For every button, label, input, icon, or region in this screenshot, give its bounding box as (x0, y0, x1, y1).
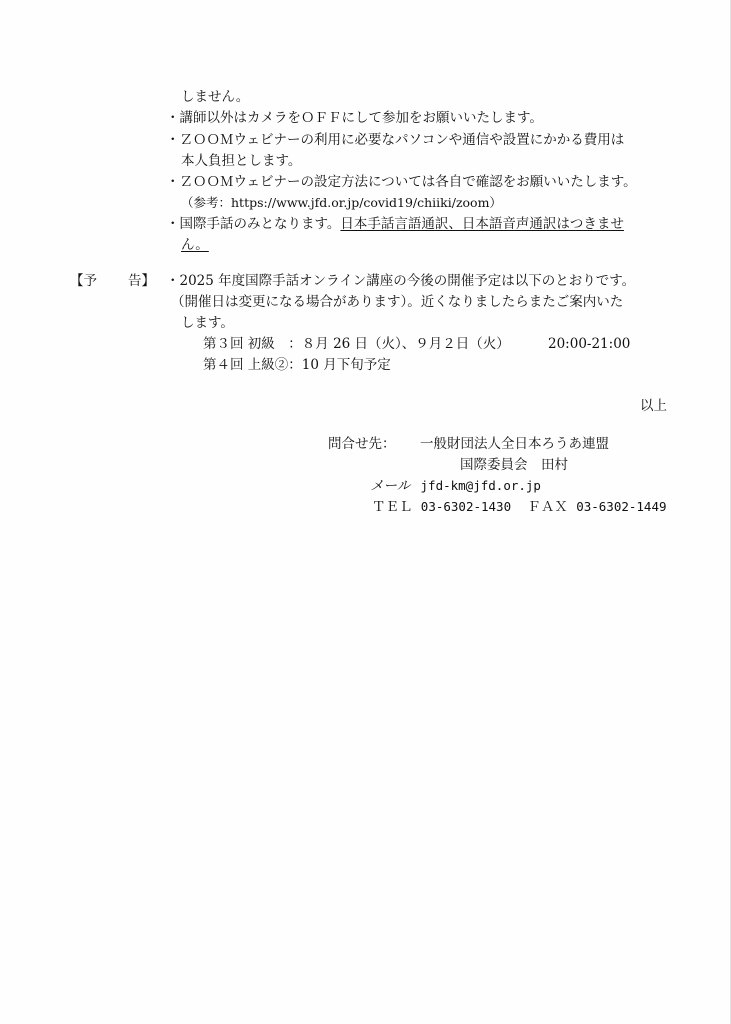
fax-label: ＦＡＸ (527, 499, 568, 515)
note-cost-cont: 本人負担とします。 (181, 153, 302, 169)
note-language-text: ・国際手話のみとなります。 (166, 216, 341, 232)
contact-email-label: メール (370, 478, 411, 494)
closing-mark: 以上 (640, 398, 667, 414)
notice-label-close: 告】 (128, 273, 155, 289)
note-interpretation-cont: ん。 (181, 237, 209, 253)
contact-label: 問合せ先： (328, 436, 396, 452)
note-cost: ・ＺＯＯＭウェビナーの利用に必要なパソコンや通信や設置にかかる費用は (166, 132, 625, 148)
session-4: 第４回 上級②：10 月下旬予定 (203, 357, 391, 373)
note-camera-off: ・講師以外はカメラをＯＦＦにして参加をお願いいたします。 (166, 110, 543, 126)
note-settings: ・ＺＯＯＭウェビナーの設定方法については各自で確認をお願いいたします。 (166, 174, 637, 190)
note-language (166, 218, 624, 232)
contact-department: 国際委員会 田村 (460, 457, 568, 473)
contact-email[interactable]: jfd-km@jfd.or.jp (420, 478, 541, 493)
contact-phone-row (372, 501, 667, 515)
session-3-time: 20:00-21:00 (548, 336, 631, 352)
notice-line-1: ・2025 年度国際手話オンライン講座の今後の開催予定は以下のとおりです。 (166, 273, 636, 289)
notice-line-3: します。 (181, 315, 234, 331)
notice-label-open: 【予 (70, 273, 97, 289)
contact-email-row (370, 480, 541, 494)
note-line-1: しません。 (181, 89, 250, 105)
note-reference-url: （参考：https://www.jfd.or.jp/covid19/chiiki/zoom） (181, 195, 502, 210)
tel-label: ＴＥＬ (372, 499, 413, 515)
fax-number: 03-6302-1449 (576, 499, 667, 514)
note-interpretation-text: 日本手話言語通訳、日本語音声通訳はつきませ (340, 216, 624, 232)
tel-number: 03-6302-1430 (420, 499, 512, 514)
notice-line-2: （開催日は変更になる場合があります）。近くなりましたらまたご案内いた (171, 294, 624, 310)
contact-organization: 一般財団法人全日本ろうあ連盟 (420, 436, 609, 452)
session-3-dates: 第３回 初級 ：８月 26 日（火）、９月２日（火） (203, 336, 510, 352)
